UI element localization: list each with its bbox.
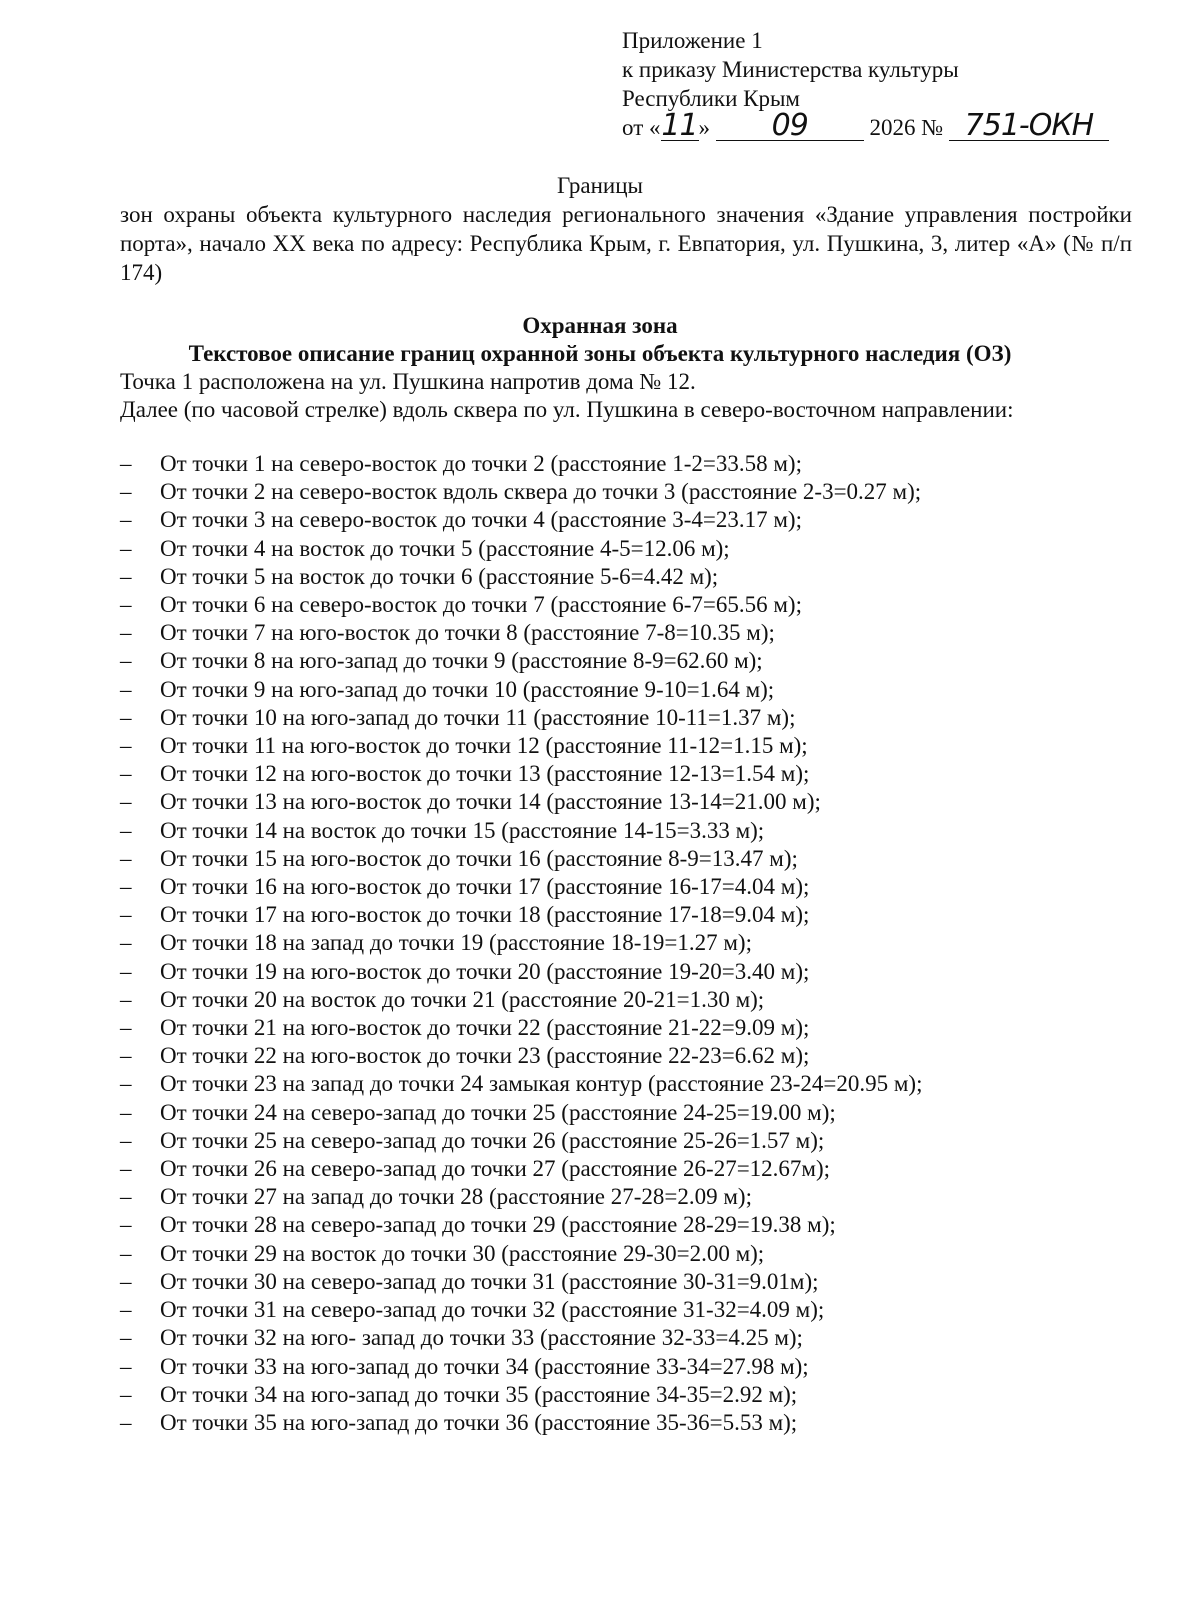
list-dash: – (120, 1297, 132, 1323)
list-item-text: От точки 2 на северо-восток вдоль сквера до точки 3 (расстояние 2-3=0.27 м); (160, 479, 922, 505)
list-item-text: От точки 19 на юго-восток до точки 20 (расстояние 19-20=3.40 м); (160, 958, 810, 984)
list-item-text: От точки 33 на юго-запад до точки 34 (расстояние 33-34=27.98 м); (160, 1353, 809, 1379)
list-item-text: От точки 30 на северо-запад до точки 31 (расстояние 30-31=9.01м); (160, 1268, 819, 1294)
list-item-text: От точки 13 на юго-восток до точки 14 (расстояние 13-14=21.00 м); (160, 789, 821, 815)
list-item (120, 732, 922, 760)
zone-heading: Охранная зона (522, 313, 678, 338)
list-dash: – (120, 704, 132, 730)
list-item (120, 958, 922, 986)
intro-line-1: Точка 1 расположена на ул. Пушкина напротив дома № 12. (120, 369, 696, 394)
list-item (120, 1409, 922, 1437)
list-item (120, 704, 922, 732)
list-dash: – (120, 1240, 132, 1266)
list-item (120, 647, 922, 675)
list-dash: – (120, 1099, 132, 1125)
list-dash: – (120, 817, 132, 843)
list-item (120, 478, 922, 506)
date-mid: » (698, 115, 710, 140)
intro-line-2: Далее (по часовой стрелке) вдоль сквера по ул. Пушкина в северо-восточном направлении: (120, 397, 1014, 422)
list-dash: – (120, 676, 132, 702)
list-item (120, 1324, 922, 1352)
list-item (120, 901, 922, 929)
list-item-text: От точки 27 на запад до точки 28 (расстояние 27-28=2.09 м); (160, 1184, 752, 1210)
list-item-text: От точки 28 на северо-запад до точки 29 (расстояние 28-29=19.38 м); (160, 1212, 836, 1238)
list-dash: – (120, 620, 132, 646)
list-dash: – (120, 1184, 132, 1210)
date-month-handwritten: 09 (771, 108, 808, 143)
list-item-text: От точки 34 на юго-запад до точки 35 (расстояние 34-35=2.92 м); (160, 1381, 798, 1407)
list-item (120, 1127, 922, 1155)
list-item (120, 1268, 922, 1296)
list-item-text: От точки 18 на запад до точки 19 (расстояние 18-19=1.27 м); (160, 930, 752, 956)
list-item (120, 986, 922, 1014)
list-dash: – (120, 1043, 132, 1069)
list-item-text: От точки 16 на юго-восток до точки 17 (расстояние 16-17=4.04 м); (160, 874, 810, 900)
list-item-text: От точки 8 на юго-запад до точки 9 (расстояние 8-9=62.60 м); (160, 648, 763, 674)
list-dash: – (120, 845, 132, 871)
list-dash: – (120, 592, 132, 618)
list-item (120, 873, 922, 901)
list-item-text: От точки 20 на восток до точки 21 (расстояние 20-21=1.30 м); (160, 986, 765, 1012)
list-dash: – (120, 930, 132, 956)
list-item (120, 1042, 922, 1070)
order-number-field (949, 108, 1109, 143)
list-item (120, 788, 922, 816)
list-dash: – (120, 958, 132, 984)
list-dash: – (120, 535, 132, 561)
list-item (120, 450, 922, 478)
list-item-text: От точки 23 на запад до точки 24 замыкая контур (расстояние 23-24=20.95 м); (160, 1071, 923, 1097)
list-item (120, 1240, 922, 1268)
order-number-handwritten: 751-ОКН (964, 108, 1094, 143)
list-dash: – (120, 563, 132, 589)
list-item (120, 845, 922, 873)
list-dash: – (120, 507, 132, 533)
list-dash: – (120, 902, 132, 928)
list-item (120, 1296, 922, 1324)
list-item-text: От точки 3 на северо-восток до точки 4 (расстояние 3-4=23.17 м); (160, 507, 802, 533)
list-dash: – (120, 1127, 132, 1153)
date-month-field (716, 108, 864, 143)
date-day-field (661, 108, 699, 143)
list-dash: – (120, 451, 132, 476)
list-item (120, 1381, 922, 1409)
list-item (120, 563, 922, 591)
list-item (120, 1099, 922, 1127)
date-prefix: от « (622, 115, 661, 140)
list-dash: – (120, 789, 132, 815)
list-item (120, 1070, 922, 1098)
list-item-text: От точки 21 на юго-восток до точки 22 (расстояние 21-22=9.09 м); (160, 1015, 810, 1041)
list-dash: – (120, 874, 132, 900)
annex-line-3: Республики Крым (622, 86, 800, 111)
document-subtitle: зон охраны объекта культурного наследия регионального значения «Здание управления постройки порта», начало XX века по адресу: Республика Крым, г. Евпатория, ул. Пушкина, 3, литер «А» (№ п/п 174) (120, 202, 1132, 285)
list-dash: – (120, 1353, 132, 1379)
list-dash: – (120, 648, 132, 674)
list-dash: – (120, 479, 132, 505)
list-item (120, 506, 922, 534)
list-item (120, 929, 922, 957)
list-dash: – (120, 1015, 132, 1041)
list-item-text: От точки 1 на северо-восток до точки 2 (расстояние 1-2=33.58 м); (160, 451, 802, 476)
list-item-text: От точки 10 на юго-запад до точки 11 (расстояние 10-11=1.37 м); (160, 704, 796, 730)
list-item-text: От точки 35 на юго-запад до точки 36 (расстояние 35-36=5.53 м); (160, 1409, 798, 1435)
list-dash: – (120, 733, 132, 759)
list-item (120, 1183, 922, 1211)
list-dash: – (120, 1156, 132, 1182)
list-dash: – (120, 1212, 132, 1238)
intro-text (120, 368, 1014, 424)
annex-line-2: к приказу Министерства культуры (622, 57, 959, 82)
list-item (120, 1155, 922, 1183)
list-item-text: От точки 9 на юго-запад до точки 10 (расстояние 9-10=1.64 м); (160, 676, 775, 702)
document-title: Границы (557, 173, 643, 198)
list-item (120, 817, 922, 845)
list-item (120, 1353, 922, 1381)
list-item-text: От точки 5 на восток до точки 6 (расстояние 5-6=4.42 м); (160, 563, 719, 589)
date-year: 2026 № (869, 115, 944, 140)
list-item (120, 1211, 922, 1239)
annex-block (622, 26, 1109, 142)
list-dash: – (120, 1325, 132, 1351)
list-dash: – (120, 1381, 132, 1407)
list-item (120, 535, 922, 563)
list-dash: – (120, 761, 132, 787)
list-item (120, 760, 922, 788)
list-item-text: От точки 24 на северо-запад до точки 25 (расстояние 24-25=19.00 м); (160, 1099, 836, 1125)
list-item-text: От точки 26 на северо-запад до точки 27 (расстояние 26-27=12.67м); (160, 1156, 831, 1182)
list-item-text: От точки 15 на юго-восток до точки 16 (расстояние 8-9=13.47 м); (160, 845, 798, 871)
annex-date-line (622, 108, 1109, 143)
list-dash: – (120, 1071, 132, 1097)
list-item (120, 619, 922, 647)
list-item-text: От точки 4 на восток до точки 5 (расстояние 4-5=12.06 м); (160, 535, 730, 561)
list-item-text: От точки 31 на северо-запад до точки 32 (расстояние 31-32=4.09 м); (160, 1297, 825, 1323)
list-item-text: От точки 29 на восток до точки 30 (расстояние 29-30=2.00 м); (160, 1240, 765, 1266)
annex-line-1: Приложение 1 (622, 28, 763, 53)
list-item-text: От точки 11 на юго-восток до точки 12 (расстояние 11-12=1.15 м); (160, 733, 808, 759)
list-item-text: От точки 12 на юго-восток до точки 13 (расстояние 12-13=1.54 м); (160, 761, 810, 787)
list-item-text: От точки 32 на юго- запад до точки 33 (расстояние 32-33=4.25 м); (160, 1325, 803, 1351)
zone-description: Текстовое описание границ охранной зоны объекта культурного наследия (ОЗ) (188, 341, 1012, 366)
list-item-text: От точки 7 на юго-восток до точки 8 (расстояние 7-8=10.35 м); (160, 620, 775, 646)
list-item (120, 591, 922, 619)
list-dash: – (120, 1268, 132, 1294)
list-item (120, 1014, 922, 1042)
list-item-text: От точки 22 на юго-восток до точки 23 (расстояние 22-23=6.62 м); (160, 1043, 810, 1069)
boundary-list (120, 450, 922, 1437)
list-item-text: От точки 14 на восток до точки 15 (расстояние 14-15=3.33 м); (160, 817, 765, 843)
list-dash: – (120, 1409, 132, 1435)
list-item-text: От точки 6 на северо-восток до точки 7 (расстояние 6-7=65.56 м); (160, 592, 802, 618)
list-item (120, 676, 922, 704)
list-item-text: От точки 25 на северо-запад до точки 26 (расстояние 25-26=1.57 м); (160, 1127, 825, 1153)
list-item-text: От точки 17 на юго-восток до точки 18 (расстояние 17-18=9.04 м); (160, 902, 810, 928)
list-dash: – (120, 986, 132, 1012)
date-day-handwritten: 11 (661, 108, 698, 143)
